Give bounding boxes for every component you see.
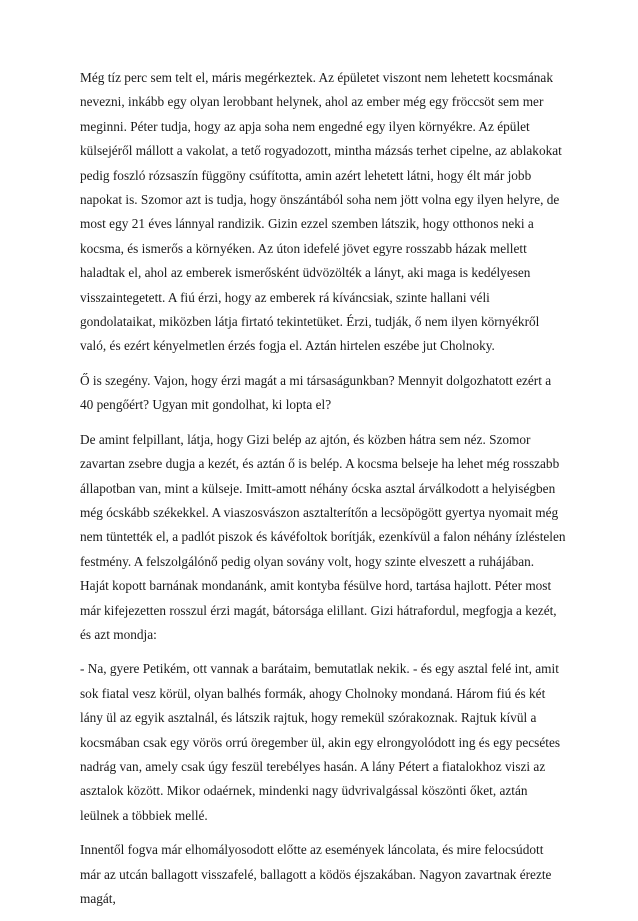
paragraph-1: Még tíz perc sem telt el, máris megérkeztek. Az épületet viszont nem lehetett kocsmának nevezni, inkább egy olyan lerobbant helynek, ahol az ember még egy fröccsöt sem mer meginni. Péter tudja, hogy az apja soha nem engedné egy ilyen környékre. Az épület külsejéről mállott a vakolat, a tető rogyadozott, mintha mázsás terhet cipelne, az ablakokat pedig foszló rózsaszín függöny csúfította, amin azért lehetett látni, hogy élt már jobb napokat is. Szomor azt is tudja, hogy önszántából soha nem jött volna egy ilyen helyre, de most egy 21 éves lánnyal randizik. Gizin ezzel szemben látszik, hogy otthonos neki a kocsma, és ismerős a környéken. Az úton idefelé jövet egyre rosszabb házak mellett haladtak el, ahol az emberek ismerősként üdvözölték a lányt, aki maga is kedélyesen visszaintegetett. A fiú érzi, hogy az emberek rá kíváncsiak, szinte hallani véli gondolataikat, miközben látja firtató tekintetüket. Érzi, tudják, ő nem ilyen környékről való, és ezért kényelmetlen érzés fogja el. Aztán hirtelen eszébe jut Cholnoky.	[80, 70, 562, 354]
paragraph-5: Innentől fogva már elhomályosodott előtte az események láncolata, és mire felocsúdott már az utcán ballagott visszafelé, ballagott a ködös éjszakában. Nagyon zavartnak érezte magát,	[80, 842, 552, 906]
document-page	[80, 66, 566, 921]
paragraph-2: Ő is szegény. Vajon, hogy érzi magát a mi társaságunkban? Mennyit dolgozhatott ezért a 40 pengőért? Ugyan mit gondolhat, ki lopta el?	[80, 372, 552, 413]
paragraph-4: - Na, gyere Petikém, ott vannak a barátaim, bemutatlak nekik. - és egy asztal felé int, amit sok fiatal vesz körül, olyan balhés formák, ahogy Cholnoky mondaná. Három fiú és két lány ül az egyik asztalnál, és látszik rajtuk, hogy remekül szórakoznak. Rajtuk kívül a kocsmában csak egy vörös orrú öregember ül, akin egy elrongyolódott ing és egy pecsétes nadrág van, amely csak úgy feszül terebélyes hasán. A lány Pétert a fiatalokhoz viszi az asztalok között. Mikor odaérnek, mindenki nagy üdvrivalgással köszönti őket, aztán leülnek a többiek mellé.	[80, 661, 561, 823]
paragraph-3: De amint felpillant, látja, hogy Gizi belép az ajtón, és közben hátra sem néz. Szomor zavartan zsebre dugja a kezét, és aztán ő is belép. A kocsma belseje ha lehet még rosszabb állapotban van, mint a külseje. Imitt-amott néhány ócska asztal árválkodott a helyiségben még ócskább székekkel. A viaszosvászon asztalterítőn a lecsöpögött gyertya nyomait még nem tüntették el, a padlót piszok és kávéfoltok borítják, ezenkívül a falon néhány ízléstelen festmény. A felszolgálónő pedig olyan sovány volt, hogy szinte elveszett a ruhájában. Haját kopott barnának mondanánk, amit kontyba fésülve hord, tartása hajlott. Péter most már kifejezetten rosszul érzi magát, bátorsága elillant. Gizi hátrafordul, megfogja a kezét, és azt mondja:	[80, 431, 566, 642]
